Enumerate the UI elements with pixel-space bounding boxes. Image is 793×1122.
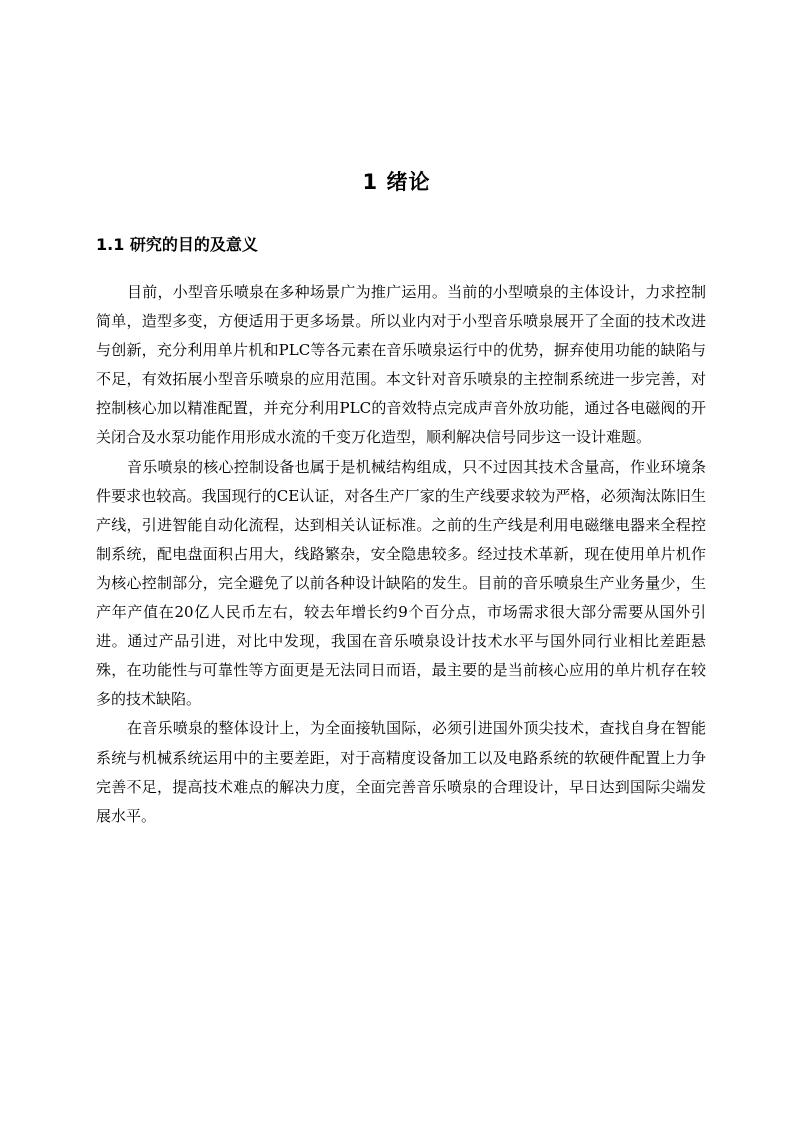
section-body <box>96 278 706 831</box>
paragraph: 音乐喷泉的核心控制设备也属于是机械结构组成，只不过因其技术含量高，作业环境条件要求也较高。我国现行的CE认证，对各生产厂家的生产线要求较为严格，必须淘汰陈旧生产线，引进智能自动化流程，达到相关认证标准。之前的生产线是利用电磁继电器来全程控制系统，配电盘面积占用大，线路繁杂，安全隐患较多。经过技术革新，现在使用单片机作为核心控制部分，完全避免了以前各种设计缺陷的发生。目前的音乐喷泉生产业务量少，生产年产值在20亿人民币左右，较去年增长约9个百分点，市场需求很大部分需要从国外引进。通过产品引进，对比中发现，我国在音乐喷泉设计技术水平与国外同行业相比差距悬殊，在功能性与可靠性等方面更是无法同日而语，最主要的是当前核心应用的单片机存在较多的技术缺陷。 <box>96 457 706 709</box>
section-title: 1.1 研究的目的及意义 <box>96 235 258 254</box>
paragraph: 在音乐喷泉的整体设计上，为全面接轨国际，必须引进国外顶尖技术，查找自身在智能系统与机械系统运用中的主要差距，对于高精度设备加工以及电路系统的软硬件配置上力争完善不足，提高技术难点的解决力度，全面完善音乐喷泉的合理设计，早日达到国际尖端发展水平。 <box>96 719 706 825</box>
chapter-title: 1 绪论 <box>362 170 431 194</box>
paragraph: 目前，小型音乐喷泉在多种场景广为推广运用。当前的小型喷泉的主体设计，力求控制简单，造型多变，方便适用于更多场景。所以业内对于小型音乐喷泉展开了全面的技术改进与创新，充分利用单片机和PLC等各元素在音乐喷泉运行中的优势，摒弃使用功能的缺陷与不足，有效拓展小型音乐喷泉的应用范围。本文针对音乐喷泉的主控制系统进一步完善，对控制核心加以精准配置，并充分利用PLC的音效特点完成声音外放功能，通过各电磁阀的开关闭合及水泵功能作用形成水流的千变万化造型，顺利解决信号同步这一设计难题。 <box>96 283 706 447</box>
